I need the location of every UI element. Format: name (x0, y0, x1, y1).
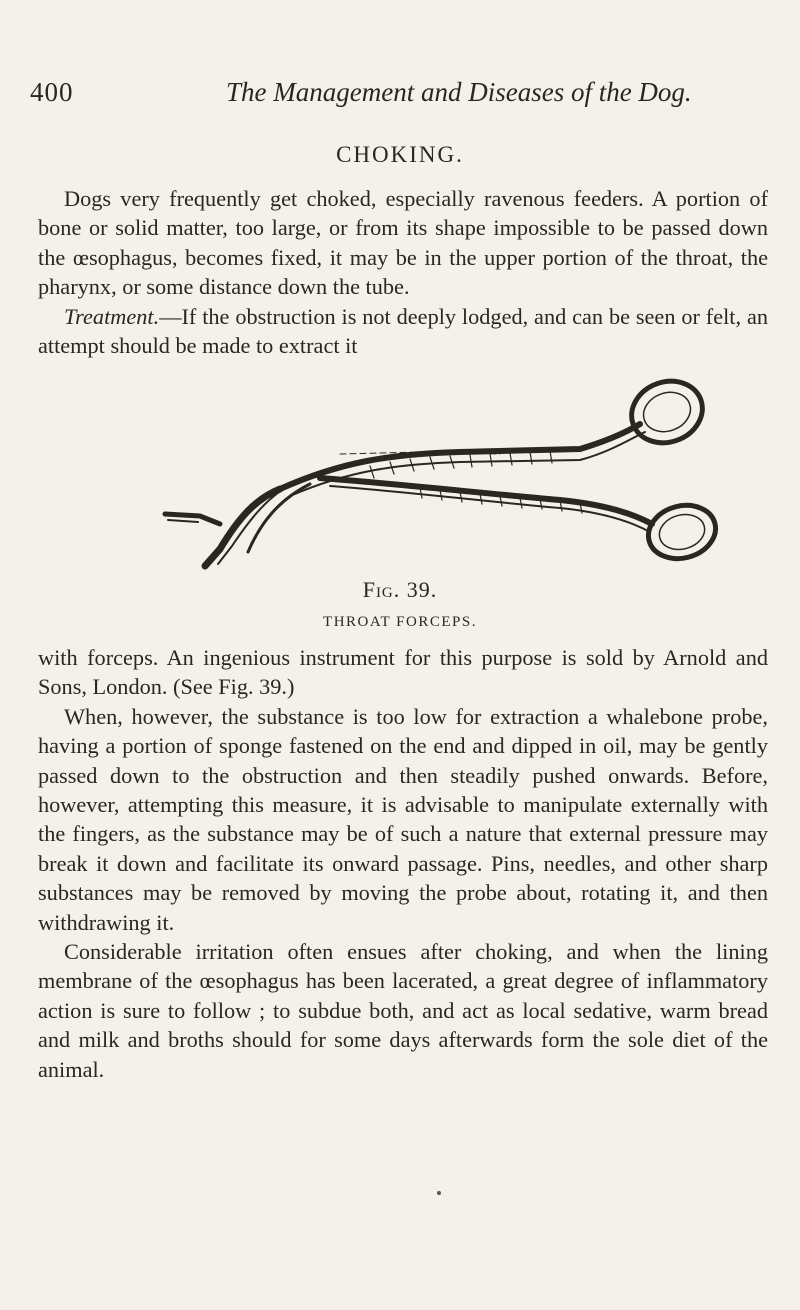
text-block-top (38, 184, 768, 360)
figure-caption: THROAT FORCEPS. (323, 614, 477, 630)
throat-forceps-drawing (160, 374, 720, 574)
treatment-lead: Treatment. (64, 303, 160, 329)
figure-label: Fig. 39. (362, 577, 438, 602)
text-block-bottom (38, 643, 768, 1084)
paragraph-intro: Dogs very frequently get choked, especially ravenous feeders. A portion of bone or solid matter, too large, or from its shape impossible to be passed down the œsophagus, becomes fixed, it may be in the upper portion of the throat, the pharynx, or some distance down the tube. (38, 186, 768, 300)
section-heading: CHOKING. (336, 142, 464, 167)
page-number: 400 (30, 77, 74, 107)
paragraph-forceps: with forceps. An ingenious instrument for this purpose is sold by Arnold and Sons, London. (See Fig. 39.) (38, 645, 768, 700)
ink-speck (437, 1191, 441, 1195)
paragraph-aftercare: Considerable irritation often ensues after choking, and when the lining membrane of the œsophagus has been lacerated, a great degree of inflammatory action is sure to follow ; to subdue both, and act as local sedative, warm bread and milk and broths should for some days afterwards form the sole diet of the animal. (38, 939, 768, 1082)
paragraph-probe: When, however, the substance is too low for extraction a whalebone probe, having a portion of sponge fastened on the end and dipped in oil, may be gently passed down to the obstruction and then steadily pushed onwards. Before, however, attempting this measure, it is advisable to manipulate externally with the fingers, as the substance may be of such a nature that external pressure may break it down and facilitate its onward passage. Pins, needles, and other sharp substances may be removed by moving the probe about, rotating it, and then withdrawing it. (38, 703, 768, 935)
forceps-illustration (160, 374, 720, 574)
running-title: The Management and Diseases of the Dog. (226, 77, 692, 107)
paragraph-treatment (38, 302, 768, 361)
treatment-text: —If the obstruction is not deeply lodged, and can be seen or felt, an attempt should be made to extract it (38, 303, 768, 359)
running-head (30, 72, 770, 112)
